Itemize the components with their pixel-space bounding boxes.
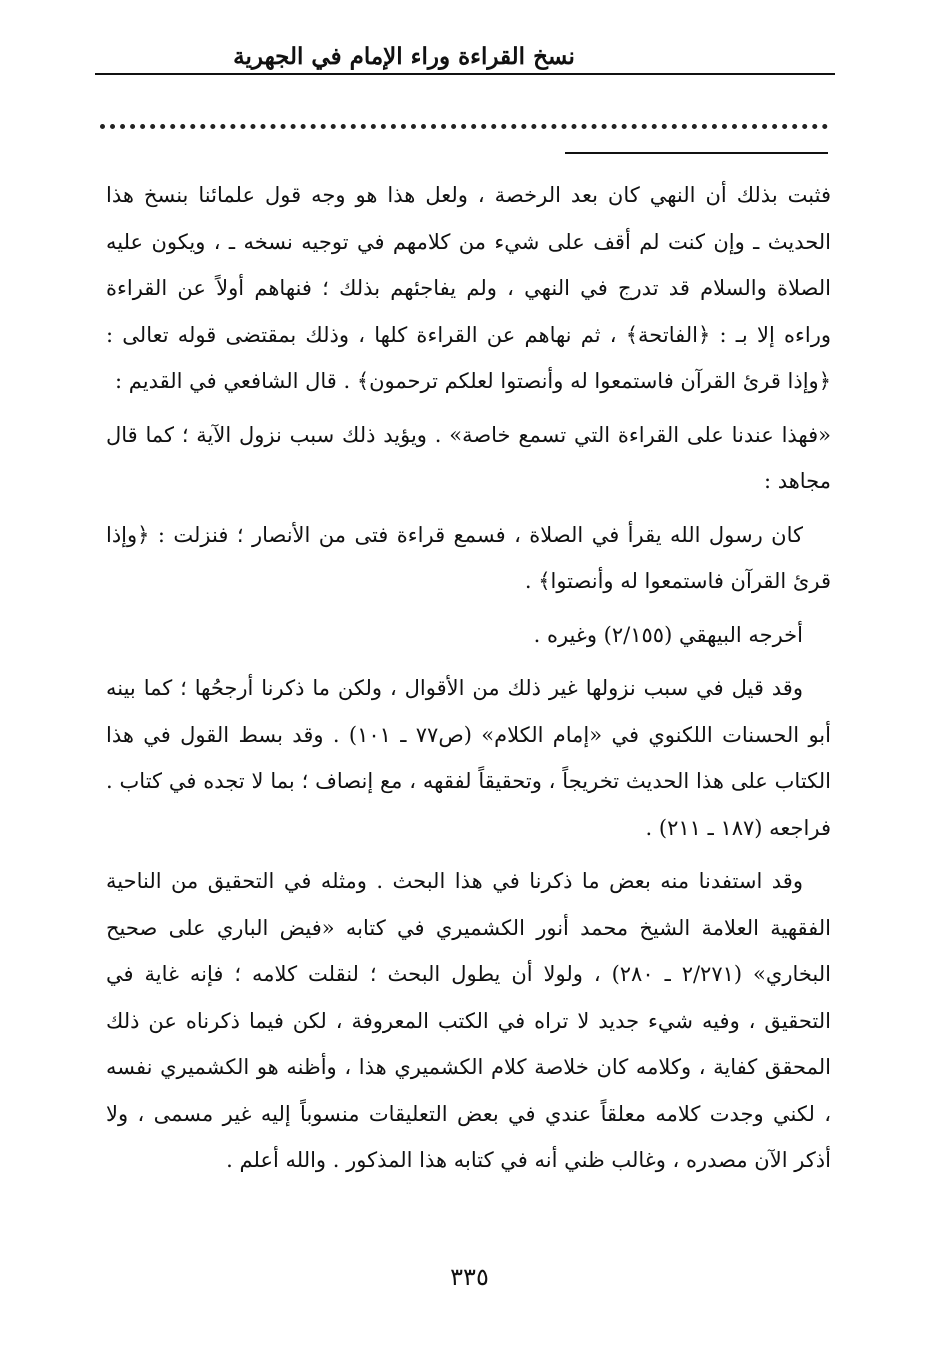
- paragraph-shafii-quote: «فهذا عندنا على القراءة التي تسمع خاصة» . ويؤيد ذلك سبب نزول الآية ؛ كما قال مجاهد :: [106, 422, 831, 493]
- body-text: [106, 172, 831, 1191]
- paragraph-lucknowi: وقد قيل في سبب نزولها غير ذلك من الأقوال ، ولكن ما ذكرنا أرجحُها ؛ كما بينه أبو الحسنات اللكنوي في «إمام الكلام» (ص٧٧ ـ ١٠١) . وقد بسط القول في هذا الكتاب على هذا الحديث تخريجاً ، وتحقيقاً لفقهه ، مع إنصاف ؛ بما لا تجده في كتاب . فراجعه (١٨٧ ـ ٢١١) .: [106, 676, 831, 840]
- footnote-rule: [565, 152, 828, 154]
- running-header: نسخ القراءة وراء الإمام في الجهرية: [233, 43, 575, 70]
- paragraph-kashmiri: وقد استفدنا منه بعض ما ذكرنا في هذا البحث . ومثله في التحقيق من الناحية الفقهية العلامة الشيخ محمد أنور الكشميري في كتابه «فيض الباري على صحيح البخاري» (٢/٢٧١ ـ ٢٨٠) ، ولولا أن يطول البحث ؛ لنقلت كلامه ؛ فإنه غاية في التحقيق ، وفيه شيء جديد لا تراه في الكتب المعروفة ، لكن فيما ذكرناه عن ذلك المحقق كفاية ، وكلامه كان خلاصة كلام الكشميري هذا ، وأظنه هو الكشميري نفسه ، لكني وجدت كلامه معلقاً عندي في بعض التعليقات منسوباً إليه غير مسمى ، ولا أذكر الآن مصدره ، وغالب ظني أنه في كتابه هذا المذكور . والله أعلم .: [106, 869, 831, 1172]
- paragraph-bayhaqi: أخرجه البيهقي (٢/١٥٥) وغيره .: [533, 622, 803, 647]
- header-rule: [95, 73, 835, 75]
- dotted-separator: [100, 124, 828, 129]
- page-number: ٣٣٥: [450, 1263, 489, 1291]
- paragraph-nasikh: فثبت بذلك أن النهي كان بعد الرخصة ، ولعل هذا هو وجه قول علمائنا بنسخ هذا الحديث ـ وإن كنت لم أقف على شيء من كلامهم في توجيه نسخه ـ ، ويكون عليه الصلاة والسلام قد تدرج في النهي ، ولم يفاجئهم بذلك ؛ فنهاهم أولاً عن القراءة وراءه إلا بـ : ﴿الفاتحة﴾ ، ثم نهاهم عن القراءة كلها ، وذلك بمقتضى قوله تعالى : ﴿وإذا قرئ القرآن فاستمعوا له وأنصتوا لعلكم ترحمون﴾ . قال الشافعي في القديم :: [106, 183, 831, 393]
- paragraph-mujahid-quote: كان رسول الله يقرأ في الصلاة ، فسمع قراءة فتى من الأنصار ؛ فنزلت : ﴿وإذا قرئ القرآن فاستمعوا له وأنصتوا﴾ .: [106, 522, 831, 593]
